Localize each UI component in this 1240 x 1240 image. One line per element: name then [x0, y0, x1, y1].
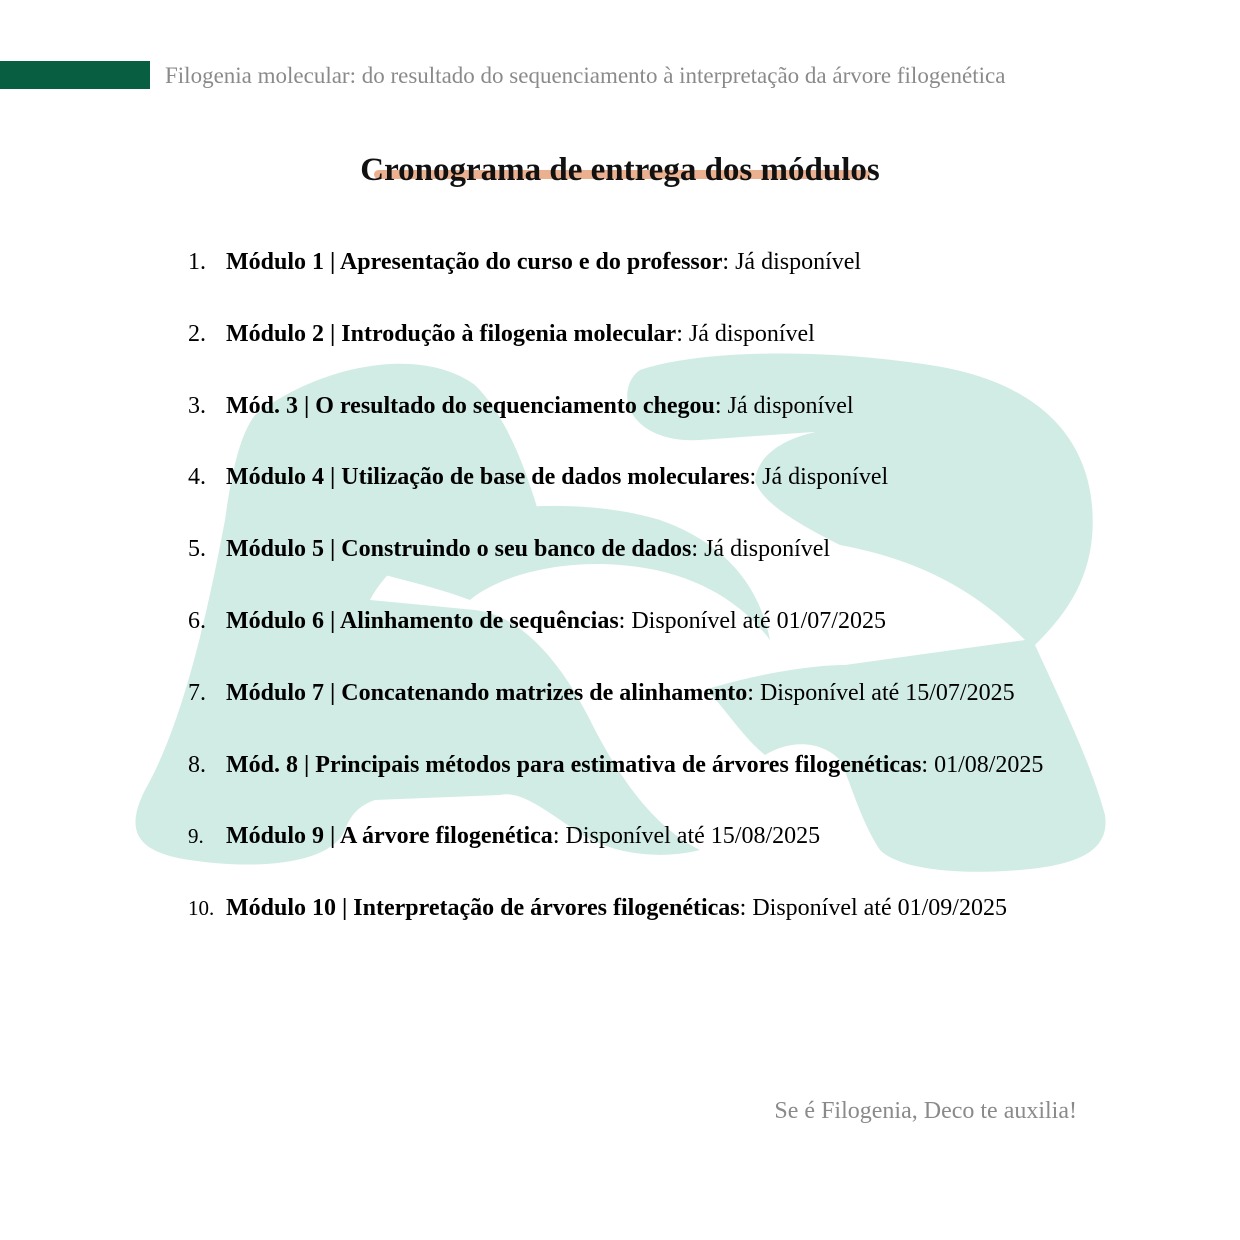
module-name: Módulo 1 | Apresentação do curso e do professor — [226, 249, 723, 275]
list-item — [0, 458, 1240, 530]
list-item — [0, 602, 1240, 674]
page-title — [360, 150, 879, 190]
module-status: : Já disponível — [722, 249, 862, 275]
module-name: Módulo 2 | Introdução à filogenia molecular — [226, 320, 677, 347]
list-item — [0, 889, 1240, 961]
list-item-text — [226, 458, 888, 496]
module-status: : Já disponível — [714, 392, 854, 419]
module-status: : Disponível até 15/08/2025 — [552, 823, 821, 850]
list-item — [0, 530, 1240, 602]
module-name: Módulo 7 | Concatenando matrizes de alinhamento — [226, 679, 748, 706]
list-item-text — [226, 602, 886, 640]
list-item — [0, 817, 1240, 889]
list-item — [0, 387, 1240, 459]
list-item — [0, 746, 1240, 818]
list-item-number: 1. — [188, 249, 206, 275]
title-wrap — [0, 150, 1240, 190]
page-title-text: Cronograma de entrega dos módulos — [360, 152, 880, 188]
module-name: Módulo 9 | A árvore filogenética — [226, 823, 553, 850]
list-item-number: 7. — [188, 679, 206, 706]
footer-tagline: Se é Filogenia, Deco te auxilia! — [774, 1098, 1077, 1124]
list-item — [0, 243, 1240, 315]
list-item-number: 4. — [188, 464, 206, 491]
list-item-text — [226, 387, 854, 425]
module-list — [0, 243, 1240, 961]
list-item-text — [226, 674, 1015, 712]
list-item-text — [226, 243, 861, 281]
module-name: Módulo 4 | Utilização de base de dados moleculares — [226, 464, 750, 491]
module-status: : Já disponível — [691, 536, 831, 563]
list-item-number: 9. — [188, 824, 204, 849]
list-item-number: 6. — [188, 607, 206, 634]
list-item-number: 5. — [188, 536, 206, 563]
list-item-text — [226, 889, 1007, 927]
list-item-text — [226, 530, 830, 568]
running-header: Filogenia molecular: do resultado do sequenciamento à interpretação da árvore filogenética — [165, 63, 1006, 88]
module-name: Mód. 3 | O resultado do sequenciamento chegou — [226, 392, 715, 419]
list-item-number: 8. — [188, 751, 206, 778]
module-name: Módulo 5 | Construindo o seu banco de dados — [226, 536, 692, 563]
list-item-number: 2. — [188, 320, 206, 347]
header-accent-bar — [0, 61, 150, 89]
list-item-number: 10. — [188, 896, 215, 921]
module-name: Mód. 8 | Principais métodos para estimativa de árvores filogenéticas — [226, 751, 922, 778]
list-item — [0, 674, 1240, 746]
module-status: : Disponível até 01/07/2025 — [618, 607, 886, 634]
list-item — [0, 315, 1240, 387]
list-item-text — [226, 817, 820, 855]
module-status: : Disponível até 15/07/2025 — [747, 679, 1015, 706]
list-item-text — [226, 315, 815, 353]
module-name: Módulo 6 | Alinhamento de sequências — [226, 607, 619, 634]
list-item-number: 3. — [188, 392, 206, 419]
module-status: : 01/08/2025 — [921, 751, 1044, 778]
module-status: : Já disponível — [676, 320, 815, 347]
module-name: Módulo 10 | Interpretação de árvores filogenéticas — [226, 895, 740, 922]
module-status: : Disponível até 01/09/2025 — [739, 895, 1007, 922]
module-status: : Já disponível — [749, 464, 889, 491]
list-item-text — [226, 746, 1043, 784]
